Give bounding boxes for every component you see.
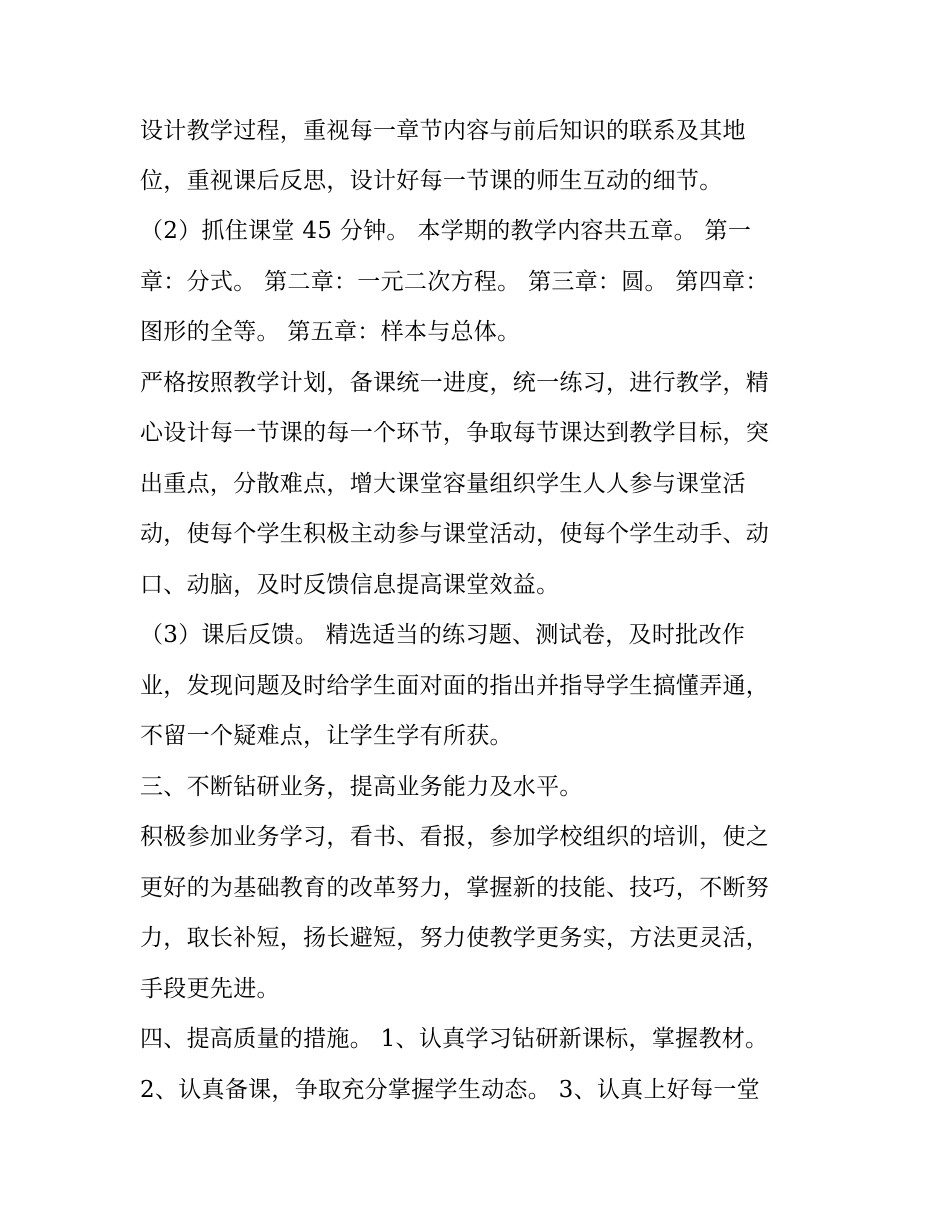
text-line: 口、动脑，及时反馈信息提高课堂效益。	[140, 572, 560, 598]
text-line: 设计教学过程，重视每一章节内容与前后知识的联系及其地	[140, 118, 746, 144]
text-line: 手段更先进。	[140, 976, 280, 1002]
section-heading: 三、不断钻研业务，提高业务能力及水平。	[140, 774, 583, 800]
text-line: 位，重视课后反思，设计好每一节课的师生互动的细节。	[140, 168, 723, 194]
text-line: 章：分式。 第二章：一元二次方程。 第三章：圆。 第四章：	[140, 269, 769, 295]
section-heading: 四、提高质量的措施。 1、认真学习钻研新课标，掌握教材。	[140, 1026, 769, 1052]
text-line: 2、认真备课，争取充分掌握学生动态。 3、认真上好每一堂	[140, 1077, 760, 1103]
text-line: 出重点，分散难点，增大课堂容量组织学生人人参与课堂活	[140, 471, 746, 497]
text-line: 力，取长补短，扬长避短，努力使教学更务实，方法更灵活，	[140, 925, 770, 951]
text-line: 图形的全等。 第五章：样本与总体。	[140, 319, 521, 345]
text-line: （3）课后反馈。 精选适当的练习题、测试卷，及时批改作	[140, 622, 746, 648]
text-line: 严格按照教学计划，备课统一进度，统一练习，进行教学，精	[140, 370, 770, 396]
text-line: 不留一个疑难点，让学生学有所获。	[140, 723, 513, 749]
text-line: 积极参加业务学习，看书、看报，参加学校组织的培训，使之	[140, 824, 770, 850]
text-line: 业，发现问题及时给学生面对面的指出并指导学生搞懂弄通，	[140, 673, 770, 699]
text-line: 动，使每个学生积极主动参与课堂活动，使每个学生动手、动	[140, 521, 770, 547]
text-line: （2）抓住课堂 45 分钟。 本学期的教学内容共五章。 第一	[140, 218, 752, 244]
text-line: 心设计每一节课的每一个环节，争取每节课达到教学目标，突	[140, 420, 770, 446]
text-line: 更好的为基础教育的改革努力，掌握新的技能、技巧，不断努	[140, 875, 770, 901]
